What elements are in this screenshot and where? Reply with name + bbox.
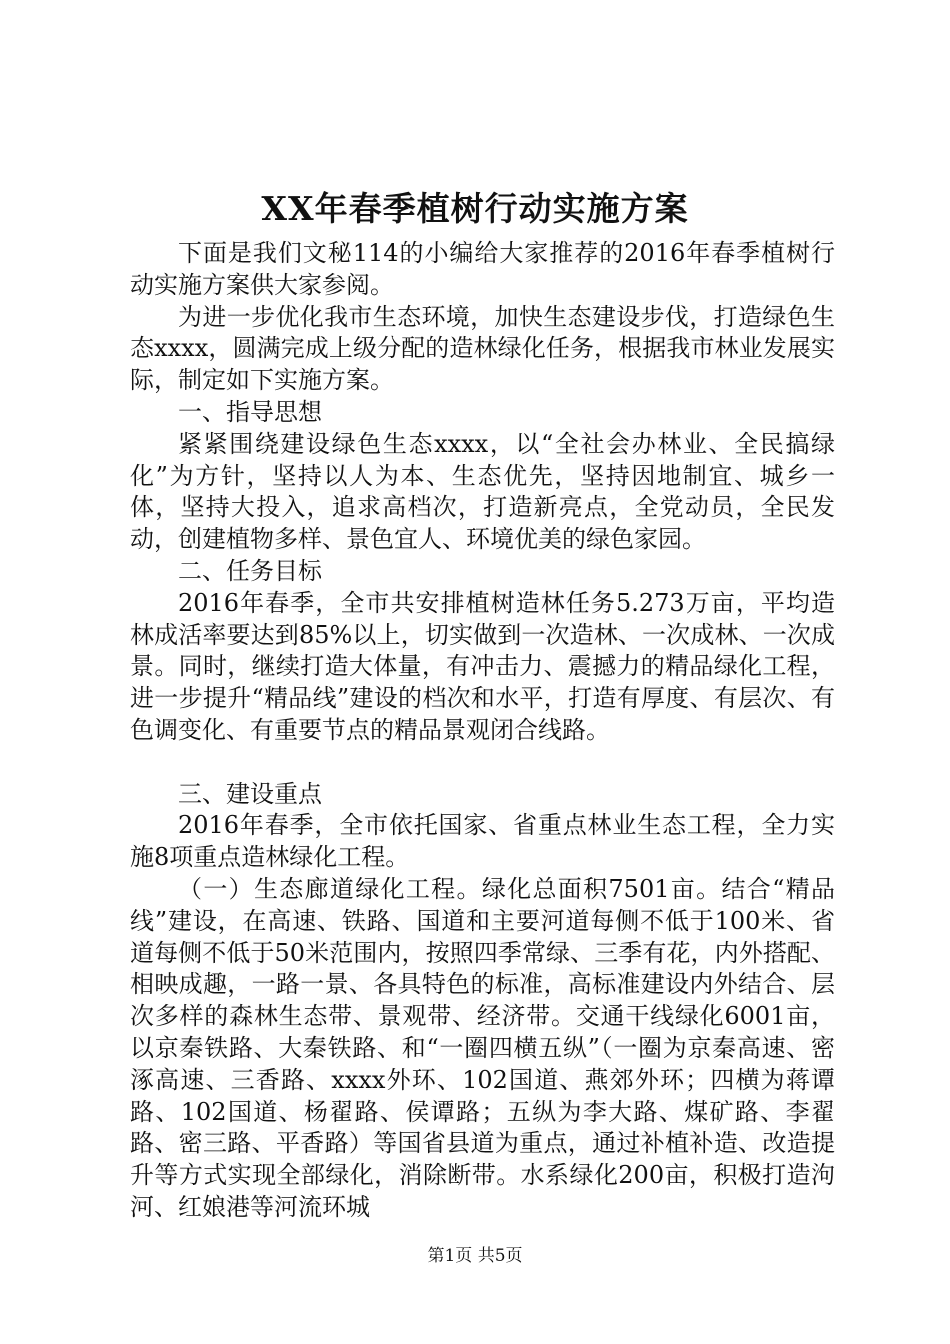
document-title: XX年春季植树行动实施方案 bbox=[261, 189, 689, 228]
paragraph-task-goals: 2016年春季，全市共安排植树造林任务5.273万亩，平均造林成活率要达到85%以上，切实做到一次造林、一次成林、一次成景。同时，继续打造大体量，有冲击力、震撼力的精品绿化工程，进一步提升“精品线”建设的档次和水平，打造有厚度、有层次、有色调变化、有重要节点的精品景观闭合线路。 bbox=[130, 588, 835, 744]
document-body bbox=[130, 238, 835, 1224]
section-heading-guiding-ideology: 一、指导思想 bbox=[178, 397, 322, 426]
section-heading-construction-focus: 三、建设重点 bbox=[178, 779, 322, 808]
paragraph-purpose: 为进一步优化我市生态环境，加快生态建设步伐，打造绿色生态xxxx，圆满完成上级分配的造林绿化任务，根据我市林业发展实际，制定如下实施方案。 bbox=[130, 302, 835, 395]
paragraph-construction-focus: 2016年春季，全市依托国家、省重点林业生态工程，全力实施8项重点造林绿化工程。 bbox=[130, 811, 835, 872]
paragraph-guiding-ideology: 紧紧围绕建设绿色生态xxxx，以“全社会办林业、全民搞绿化”为方针，坚持以人为本、生态优先，坚持因地制宜、城乡一体，坚持大投入，追求高档次，打造新亮点，全党动员，全民发动，创建植物多样、景色宜人、环境优美的绿色家园。 bbox=[130, 429, 835, 554]
page-footer: 第1页 共5页 bbox=[427, 1246, 523, 1266]
paragraph-intro: 下面是我们文秘114的小编给大家推荐的2016年春季植树行动实施方案供大家参阅。 bbox=[130, 239, 835, 299]
paragraph-ecological-corridor: （一）生态廊道绿化工程。绿化总面积7501亩。结合“精品线”建设，在高速、铁路、国道和主要河道每侧不低于100米、省道每侧不低于50米范围内，按照四季常绿、三季有花，内外搭配、相映成趣，一路一景、各具特色的标准，高标准建设内外结合、层次多样的森林生态带、景观带、经济带。交通干线绿化6001亩，以京秦铁路、大秦铁路、和“一圈四横五纵”（一圈为京秦高速、密涿高速、三香路、xxxx外环、102国道、燕郊外环；四横为蒋谭路、102国道、杨翟路、侯谭路；五纵为李大路、煤矿路、李翟路、密三路、平香路）等国省县道为重点，通过补植补造、改造提升等方式实现全部绿化，消除断带。水系绿化200亩，积极打造泃河、红娘港等河流环城 bbox=[130, 874, 835, 1221]
section-heading-task-goals: 二、任务目标 bbox=[178, 556, 322, 585]
